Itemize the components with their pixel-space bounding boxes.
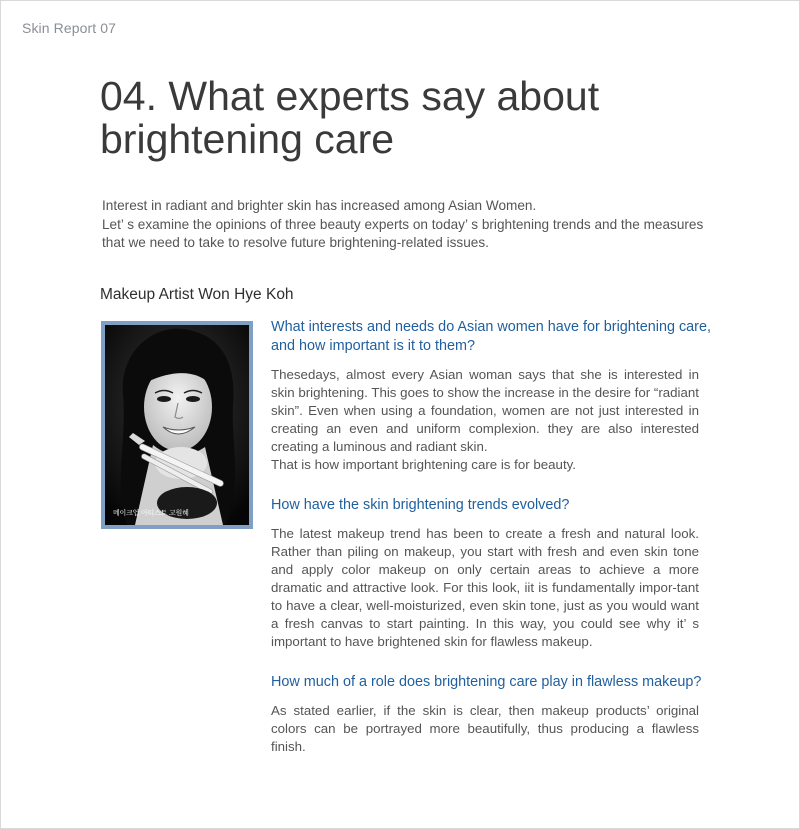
expert-photo (101, 321, 253, 529)
answer-3-paragraph-1: As stated earlier, if the skin is clear, then makeup products’ original colors can be portrayed more beautifully, thus producing a flawless finish. (271, 703, 699, 754)
intro-line-1: Interest in radiant and brighter skin has increased among Asian Women. (102, 198, 537, 213)
question-1: What interests and needs do Asian women have for brightening care, and how important is it to them? (271, 319, 711, 354)
page-title-line-1: 04. What experts say about (100, 73, 600, 119)
report-label: Skin Report 07 (22, 20, 117, 36)
intro-line-2: Let’ s examine the opinions of three beauty experts on today’ s brightening trends and the measures that we need to take to resolve future brightening-related issues. (102, 216, 704, 250)
qa-block-2 (271, 496, 699, 651)
question-2: How have the skin brightening trends evolved? (271, 497, 570, 513)
answer-1-paragraph-2: That is how important brightening care is for beauty. (271, 457, 576, 472)
answer-3 (271, 702, 699, 756)
answer-2 (271, 525, 699, 651)
qa-block-1 (271, 318, 711, 474)
page-title (100, 75, 720, 161)
question-3: How much of a role does brightening care play in flawless makeup? (271, 674, 702, 690)
intro-text (102, 197, 722, 253)
answer-1-paragraph-1: Thesedays, almost every Asian woman says that she is interested in skin brightening. This goes to show the increase in the desire for “radiant skin”. Even when using a foundation, women are not just interested in creating an even and uniform complexion. they are also interested creating a luminous and radiant skin. (271, 367, 699, 454)
expert-name: Makeup Artist Won Hye Koh (100, 286, 294, 303)
page-title-line-2: brightening care (100, 116, 395, 162)
photo-caption: 메이크업 아티스트 고원혜 (113, 510, 189, 517)
qa-section (271, 318, 711, 756)
answer-1 (271, 366, 699, 474)
answer-2-paragraph-1: The latest makeup trend has been to create a fresh and natural look. Rather than piling on makeup, you start with fresh and even skin tone and apply color makeup on only certain areas to achieve a more dramatic and attractive look. For this look, iit is fundamentally impor-tant to have a clear, well-moisturized, even skin tone, just as you would want a fresh canvas to start painting. In this way, you could see why it’ s important to have brightened skin for flawless makeup. (271, 526, 699, 649)
qa-block-3 (271, 673, 702, 756)
portrait-illustration (105, 325, 249, 525)
